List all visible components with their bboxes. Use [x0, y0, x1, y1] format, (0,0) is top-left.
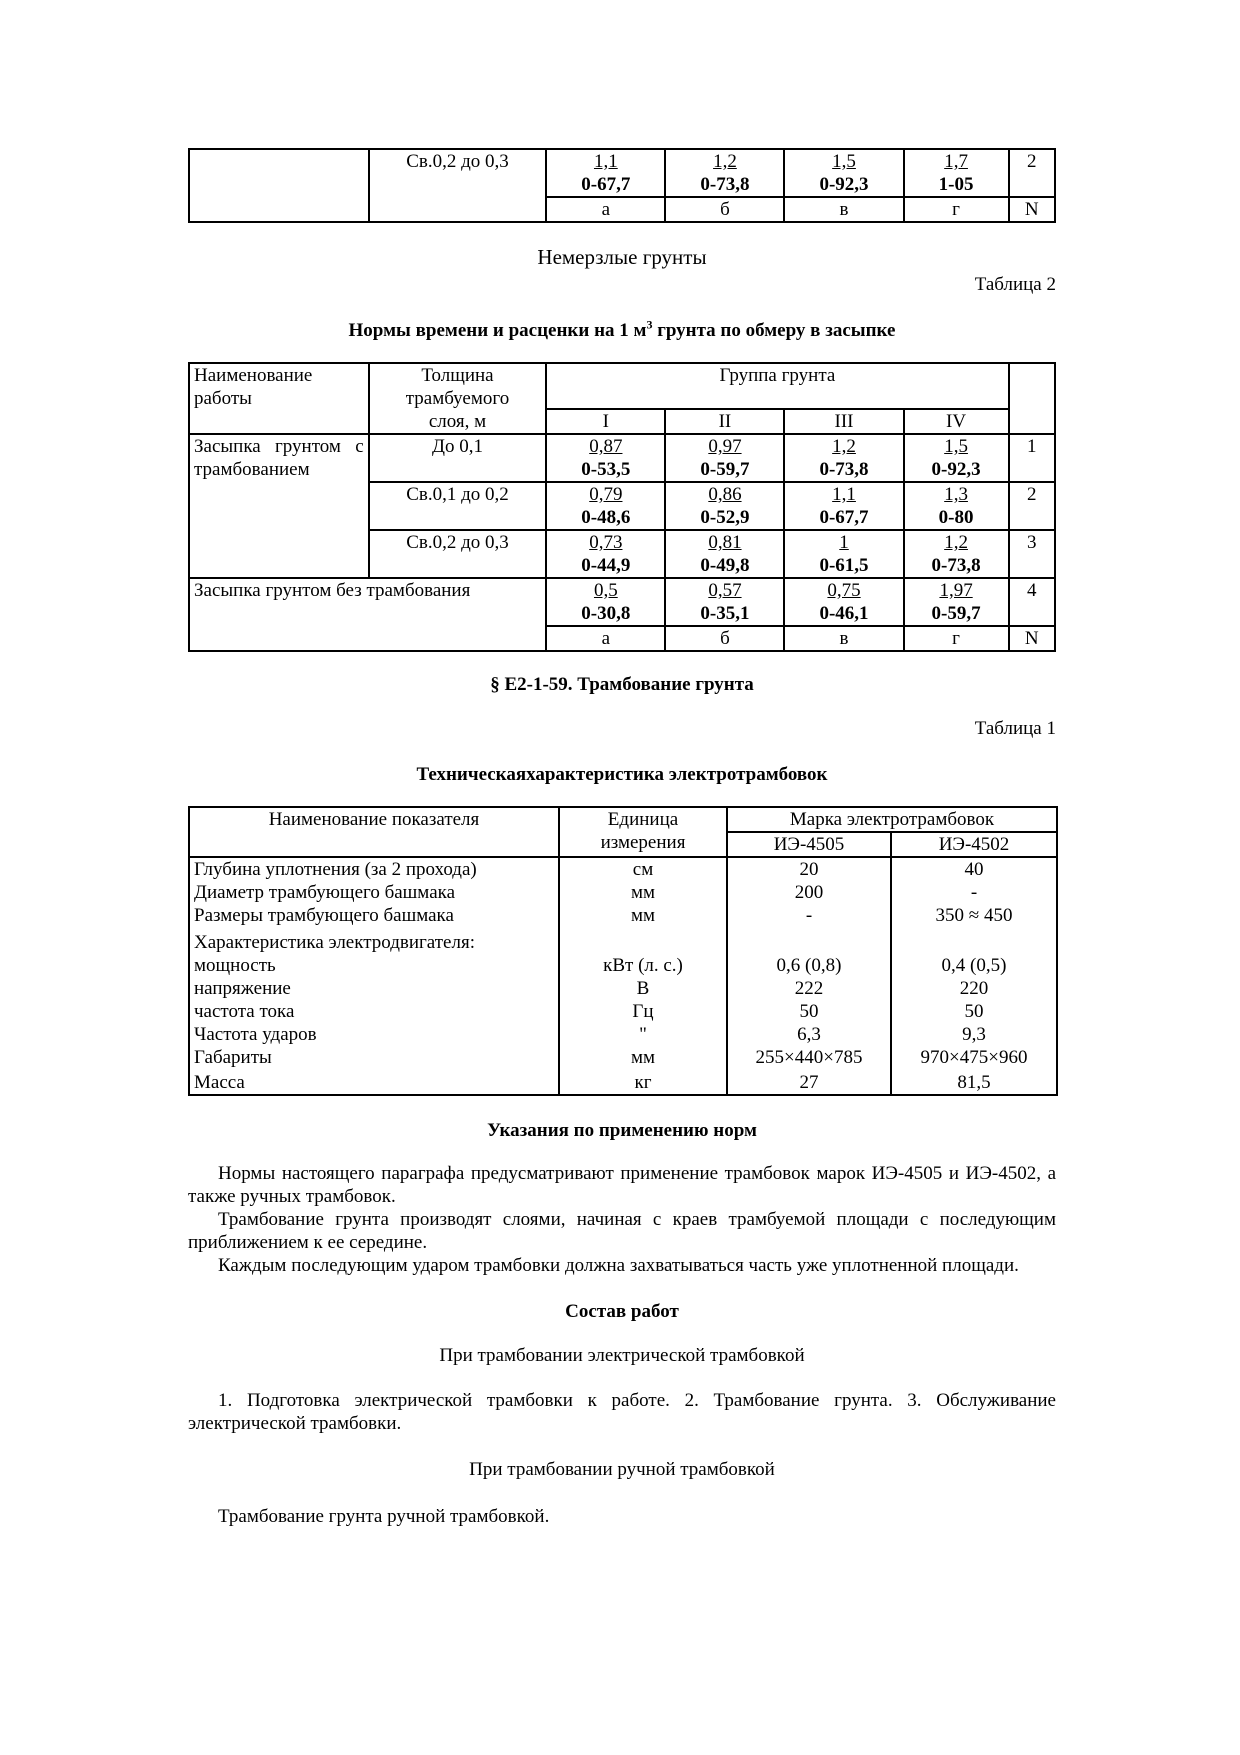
norms-table — [188, 362, 1056, 652]
table-title: Нормы времени и расценки на 1 $м^3$ грунта по обмеру в засыпке — [348, 317, 896, 341]
guidance-heading: Указания по применению норм — [487, 1120, 757, 1141]
column-letter: в — [784, 626, 903, 651]
column-letter: N — [1009, 197, 1055, 222]
value-cell: 1,7 1-05 — [904, 149, 1009, 197]
header-work: Наименование работы — [189, 363, 369, 434]
value-cell: 1,1 0-67,7 — [784, 482, 903, 530]
row-number: 3 — [1009, 530, 1055, 578]
table-title: Техническаяхарактеристика электротрамбовок — [416, 764, 828, 785]
row-number: 1 — [1009, 434, 1055, 482]
indicator: Глубина уплотнения (за 2 прохода) — [194, 859, 477, 880]
work-name: Засыпка грунтом с трамбованием — [189, 434, 369, 578]
section-title-nonfrozen: Немерзлые грунты — [537, 245, 707, 269]
value-cell: 0,79 0-48,6 — [546, 482, 665, 530]
value-cell: 0,57 0-35,1 — [665, 578, 784, 626]
value-cell: 0,5 0-30,8 — [546, 578, 665, 626]
value-cell: 0,86 0-52,9 — [665, 482, 784, 530]
composition-subheading: При трамбовании электрической трамбовкой — [439, 1345, 805, 1366]
row-number: 2 — [1009, 149, 1055, 197]
indicator: напряжение — [194, 978, 291, 999]
indicator: Масса — [194, 1072, 245, 1093]
column-letter: б — [665, 197, 784, 222]
indicator: Габариты — [194, 1047, 272, 1068]
value-list-ie4502: 40 - 350 ≈ 450 0,4 (0,5) 220 50 9,3 970×475×960 81,5 — [891, 857, 1057, 1095]
indicator: мощность — [194, 955, 276, 976]
tech-specs-table — [188, 806, 1058, 1096]
value-cell: 1,2 0-73,8 — [665, 149, 784, 197]
empty-cell — [189, 149, 369, 197]
column-letter: г — [904, 626, 1009, 651]
work-name: Засыпка грунтом без трамбования — [189, 578, 546, 651]
header-brand-ie4505: ИЭ-4505 — [727, 832, 891, 857]
column-letter: б — [665, 626, 784, 651]
thickness-cell: Св.0,2 до 0,3 — [369, 149, 547, 197]
indicator: Характеристика электродвигателя: — [194, 932, 475, 953]
indicator-list — [189, 857, 559, 1095]
thickness-cell: До 0,1 — [369, 434, 547, 482]
unit-list: см мм мм кВт (л. с.) В Гц " мм кг — [559, 857, 727, 1095]
header-unit: Единица измерения — [559, 807, 727, 857]
header-group: Группа грунта — [546, 363, 1008, 409]
indicator: частота тока — [194, 1001, 295, 1022]
row-number: 2 — [1009, 482, 1055, 530]
value-cell: 0,87 0-53,5 — [546, 434, 665, 482]
composition-subheading: При трамбовании ручной трамбовкой — [469, 1459, 775, 1480]
value-cell: 1,97 0-59,7 — [904, 578, 1009, 626]
header-thickness: Толщина трамбуемого слоя, м — [369, 363, 547, 434]
paragraph: Каждым последующим ударом трамбовки должна захватываться часть уже уплотненной площади. — [218, 1255, 1019, 1276]
empty-cell — [189, 197, 369, 222]
header-group-i: I — [546, 409, 665, 434]
header-brand: Марка электротрамбовок — [727, 807, 1057, 832]
empty-cell — [1009, 363, 1055, 434]
value-cell: 1,2 0-73,8 — [784, 434, 903, 482]
indicator: Размеры трамбующего башмака — [194, 905, 454, 926]
header-indicator: Наименование показателя — [189, 807, 559, 857]
value-cell: 1 0-61,5 — [784, 530, 903, 578]
document-page — [188, 148, 1056, 1528]
value-cell: 1,3 0-80 — [904, 482, 1009, 530]
column-letter: а — [546, 626, 665, 651]
table-label: Таблица 2 — [974, 274, 1056, 295]
table-fragment-top — [188, 148, 1056, 223]
header-group-iii: III — [784, 409, 903, 434]
header-brand-ie4502: ИЭ-4502 — [891, 832, 1057, 857]
value-cell: 0,81 0-49,8 — [665, 530, 784, 578]
header-group-iv: IV — [904, 409, 1009, 434]
paragraph: Трамбование грунта производят слоями, начиная с краев трамбуемой площади с последующим приближением к ее середине. — [188, 1209, 1056, 1253]
value-cell: 0,97 0-59,7 — [665, 434, 784, 482]
column-letter: а — [546, 197, 665, 222]
indicator: Частота ударов — [194, 1024, 317, 1045]
composition-heading: Состав работ — [565, 1301, 679, 1322]
value-cell: 0,75 0-46,1 — [784, 578, 903, 626]
value-cell: 1,5 0-92,3 — [784, 149, 903, 197]
value-cell: 0,73 0-44,9 — [546, 530, 665, 578]
row-number: 4 — [1009, 578, 1055, 626]
indicator: Диаметр трамбующего башмака — [194, 882, 455, 903]
thickness-cell: Св.0,1 до 0,2 — [369, 482, 547, 530]
column-letter: N — [1009, 626, 1055, 651]
header-group-ii: II — [665, 409, 784, 434]
value-cell: 1,1 0-67,7 — [546, 149, 665, 197]
table-label: Таблица 1 — [974, 718, 1056, 739]
empty-cell — [369, 197, 547, 222]
section-title-e2: § Е2-1-59. Трамбование грунта — [490, 674, 754, 695]
column-letter: в — [784, 197, 903, 222]
value-list-ie4505: 20 200 - 0,6 (0,8) 222 50 6,3 255×440×785 27 — [727, 857, 891, 1095]
column-letter: г — [904, 197, 1009, 222]
thickness-cell: Св.0,2 до 0,3 — [369, 530, 547, 578]
paragraph: Нормы настоящего параграфа предусматривают применение трамбовок марок ИЭ-4505 и ИЭ-4502, а также ручных трамбовок. — [188, 1163, 1056, 1207]
value-cell: 1,5 0-92,3 — [904, 434, 1009, 482]
value-cell: 1,2 0-73,8 — [904, 530, 1009, 578]
paragraph: Трамбование грунта ручной трамбовкой. — [218, 1506, 550, 1527]
paragraph: 1. Подготовка электрической трамбовки к работе. 2. Трамбование грунта. 3. Обслуживание электрической трамбовки. — [188, 1390, 1056, 1434]
guidance-text — [188, 1162, 1056, 1277]
